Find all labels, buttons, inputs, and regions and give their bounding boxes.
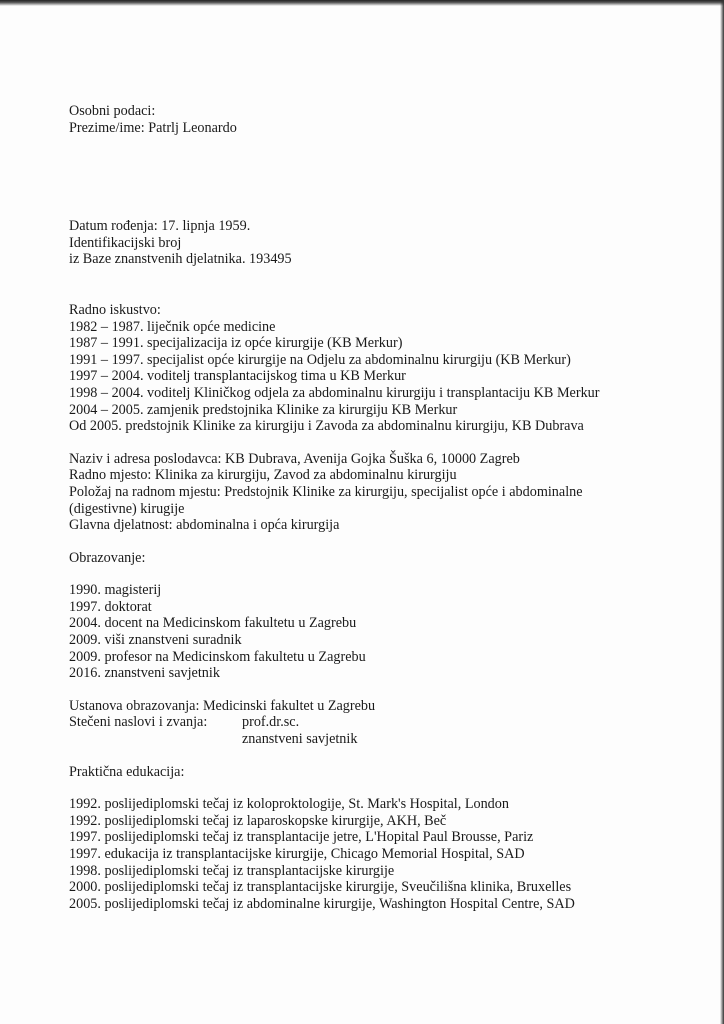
spacer	[69, 780, 709, 796]
education-item: 1997. doktorat	[69, 598, 152, 615]
spacer	[69, 435, 709, 451]
education-item: 2004. docent na Medicinskom fakultetu u Zagrebu	[69, 615, 357, 632]
experience-item: Od 2005. predstojnik Klinike za kirurgiju i Zavoda za abdominalnu kirurgiju, KB Dubrava	[69, 418, 584, 435]
employer-line: Radno mjesto: Klinika za kirurgiju, Zavod za abdominalnu kirurgiju	[69, 467, 457, 484]
training-item: 1997. poslijediplomski tečaj iz transplantacije jetre, L'Hopital Paul Brousse, Pariz	[69, 829, 534, 846]
id-line-2: iz Baze znanstvenih djelatnika. 193495	[69, 251, 292, 268]
name-line: Prezime/ime: Patrlj Leonardo	[69, 119, 237, 136]
title-value: prof.dr.sc.	[242, 714, 300, 731]
education-item: 2016. znanstveni savjetnik	[69, 665, 220, 682]
experience-item: 1998 – 2004. voditelj Kliničkog odjela za abdominalnu kirurgiju i transplantaciju KB Merkur	[69, 384, 600, 401]
experience-item: 1987 – 1991. specijalizacija iz opće kirurgije (KB Merkur)	[69, 335, 403, 352]
id-line-1: Identifikacijski broj	[69, 234, 182, 251]
training-item: 1997. edukacija iz transplantacijske kirurgije, Chicago Memorial Hospital, SAD	[69, 846, 525, 862]
education-heading: Obrazovanje:	[69, 549, 146, 566]
experience-heading: Radno iskustvo:	[69, 301, 161, 318]
cv-document	[69, 103, 709, 912]
titles-values	[242, 714, 357, 747]
employer-line: Položaj na radnom mjestu: Predstojnik Klinike za kirurgiju, specijalist opće i abdominalne	[69, 483, 583, 500]
education-item: 2009. profesor na Medicinskom fakultetu u Zagrebu	[69, 648, 366, 665]
employer-line: Naziv i adresa poslodavca: KB Dubrava, Avenija Gojka Šuška 6, 10000 Zagreb	[69, 450, 520, 467]
titles-label: Stečeni naslovi i zvanja:	[69, 714, 208, 731]
spacer	[69, 682, 709, 698]
scan-edge-right	[720, 0, 724, 1024]
experience-item: 1982 – 1987. liječnik opće medicine	[69, 318, 276, 335]
spacer	[69, 202, 709, 218]
titles-row	[69, 714, 709, 747]
title-value: znanstveni savjetnik	[242, 731, 358, 748]
employer-line: Glavna djelatnost: abdominalna i opća kirurgija	[69, 517, 340, 534]
experience-item: 1997 – 2004. voditelj transplantacijskog tima u KB Merkur	[69, 368, 406, 385]
spacer	[69, 748, 709, 764]
scan-edge-top	[0, 0, 724, 6]
experience-item: 1991 – 1997. specijalist opće kirurgije na Odjelu za abdominalnu kirurgiju (KB Merkur)	[69, 351, 571, 368]
training-item: 2000. poslijediplomski tečaj iz transplantacijske kirurgije, Sveučilišna klinika, Bruxelles	[69, 879, 572, 896]
personal-heading: Osobni podaci:	[69, 103, 156, 119]
training-item: 2005. poslijediplomski tečaj iz abdominalne kirurgije, Washington Hospital Centre, SAD	[69, 895, 575, 912]
education-item: 2009. viši znanstveni suradnik	[69, 632, 242, 649]
experience-item: 2004 – 2005. zamjenik predstojnika Klinike za kirurgiju KB Merkur	[69, 401, 458, 418]
training-item: 1992. poslijediplomski tečaj iz laparoskopske kirurgije, AKH, Beč	[69, 812, 447, 829]
training-item: 1998. poslijediplomski tečaj iz transplantacijske kirurgije	[69, 862, 395, 879]
birth-line: Datum rođenja: 17. lipnja 1959.	[69, 218, 251, 235]
training-heading: Praktična edukacija:	[69, 763, 185, 780]
spacer	[69, 534, 709, 550]
spacer	[69, 566, 709, 582]
training-item: 1992. poslijediplomski tečaj iz koloproktologije, St. Mark's Hospital, London	[69, 796, 509, 813]
spacer	[69, 268, 709, 302]
institution-line: Ustanova obrazovanja: Medicinski fakultet u Zagrebu	[69, 697, 376, 714]
employer-line: (digestivne) kirugije	[69, 500, 185, 517]
spacer	[69, 136, 709, 202]
education-item: 1990. magisterij	[69, 582, 162, 599]
